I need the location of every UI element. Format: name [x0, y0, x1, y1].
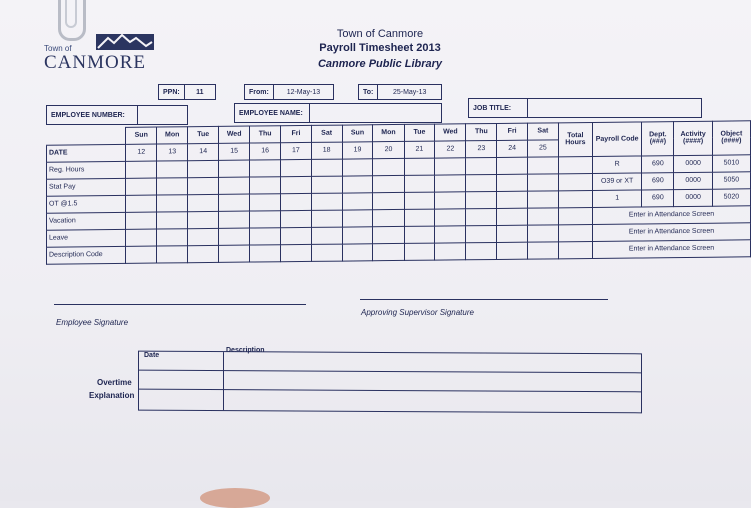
employee-number-field[interactable] [137, 106, 187, 124]
date-cell: 21 [404, 141, 435, 158]
ppn-value[interactable]: 11 [184, 85, 215, 99]
to-box [358, 84, 442, 100]
day-name: Sat [311, 125, 342, 142]
day-name: Sun [126, 127, 157, 144]
hours-cell[interactable] [281, 210, 312, 227]
day-name: Thu [466, 123, 497, 140]
from-label: From: [249, 88, 269, 96]
hours-cell[interactable] [342, 243, 373, 260]
ot-date-label: Date [144, 352, 160, 359]
col-header-code [593, 122, 642, 156]
hours-cell[interactable] [126, 195, 157, 212]
hours-cell[interactable] [311, 227, 342, 244]
employee-name-label: EMPLOYEE NAME: [239, 109, 303, 117]
explanation-label: Explanation [89, 391, 135, 400]
col-header-activity-line2: (####) [683, 138, 704, 146]
hours-cell[interactable] [219, 177, 250, 194]
payroll-code-cell: O39 or XT [593, 172, 642, 190]
hours-cell[interactable] [281, 159, 312, 176]
overtime-label: Overtime [97, 378, 132, 387]
hours-cell[interactable] [157, 245, 188, 262]
date-cell: 12 [126, 144, 157, 161]
hours-cell[interactable] [188, 177, 219, 194]
total-hours-cell[interactable] [558, 173, 592, 190]
employee-name-field[interactable] [309, 104, 441, 122]
ot-row-2[interactable] [139, 389, 641, 393]
dept-cell: 690 [642, 155, 674, 172]
canmore-logo [44, 30, 169, 72]
day-name: Fri [281, 125, 312, 142]
hours-cell[interactable] [435, 191, 466, 208]
employee-name-box [234, 103, 442, 123]
hours-cell[interactable] [126, 161, 157, 178]
logo-town: Town of [44, 44, 72, 53]
thumb [200, 488, 270, 508]
hours-cell[interactable] [435, 242, 466, 259]
col-header-object-line1: Object [720, 130, 743, 138]
ot-row-1[interactable] [139, 370, 641, 374]
hours-cell[interactable] [126, 212, 157, 229]
employee-number-box [46, 105, 188, 125]
date-cell: 24 [497, 140, 528, 157]
hours-cell[interactable] [126, 178, 157, 195]
col-header-total-line2: Hours [565, 139, 586, 147]
attendance-note: Enter in Attendance Screen [593, 239, 751, 258]
ot-column-divider [223, 352, 224, 410]
hours-cell[interactable] [373, 226, 404, 243]
col-header-activity-line1: Activity [680, 131, 706, 139]
hours-cell[interactable] [435, 225, 466, 242]
date-cell: 13 [157, 143, 188, 160]
hours-cell[interactable] [466, 225, 497, 242]
hours-cell[interactable] [250, 159, 281, 176]
col-header-total-line1: Total [567, 132, 584, 140]
col-header-total [558, 122, 592, 156]
hours-cell[interactable] [188, 211, 219, 228]
from-box [244, 84, 334, 100]
hours-cell[interactable] [250, 227, 281, 244]
day-name: Mon [373, 124, 404, 141]
hours-cell[interactable] [527, 224, 558, 241]
date-cell: 15 [219, 143, 250, 160]
row-label: Reg. Hours [47, 161, 126, 179]
date-cell: 17 [281, 142, 312, 159]
row-label: Leave [47, 229, 126, 247]
hours-cell[interactable] [126, 246, 157, 263]
ppn-label: PPN: [163, 88, 180, 96]
total-hours-cell[interactable] [558, 241, 592, 258]
hours-cell[interactable] [435, 157, 466, 174]
hours-cell[interactable] [497, 191, 528, 208]
col-header-object [712, 121, 750, 155]
hours-cell[interactable] [373, 175, 404, 192]
department-name: Canmore Public Library [317, 58, 443, 70]
row-label: OT @1.5 [47, 195, 126, 213]
attendance-note: Enter in Attendance Screen [593, 222, 751, 241]
org-name: Town of Canmore [336, 28, 424, 40]
hours-cell[interactable] [373, 158, 404, 175]
hours-cell[interactable] [404, 226, 435, 243]
employee-signature-line[interactable] [54, 304, 306, 305]
employee-number-label: EMPLOYEE NUMBER: [51, 111, 125, 119]
hours-cell[interactable] [311, 244, 342, 261]
hours-cell[interactable] [527, 190, 558, 207]
hours-cell[interactable] [497, 225, 528, 242]
hours-cell[interactable] [342, 158, 373, 175]
hours-cell[interactable] [497, 208, 528, 225]
total-hours-cell[interactable] [558, 190, 592, 207]
hours-cell[interactable] [466, 191, 497, 208]
to-date[interactable]: 25-May-13 [377, 85, 441, 99]
hours-cell[interactable] [404, 175, 435, 192]
hours-cell[interactable] [157, 194, 188, 211]
col-header-code-line1: Payroll Code [595, 135, 639, 143]
day-name: Fri [497, 123, 528, 140]
day-name: Sat [527, 123, 558, 140]
col-header-dept-line2: (###) [649, 138, 667, 146]
hours-cell[interactable] [250, 210, 281, 227]
date-cell: 20 [373, 141, 404, 158]
hours-cell[interactable] [404, 243, 435, 260]
day-name: Wed [219, 126, 250, 143]
day-name: Tue [188, 126, 219, 143]
hours-cell[interactable] [466, 174, 497, 191]
hours-cell[interactable] [373, 209, 404, 226]
hours-cell[interactable] [188, 194, 219, 211]
hours-cell[interactable] [219, 228, 250, 245]
hours-cell[interactable] [250, 244, 281, 261]
hours-cell[interactable] [404, 192, 435, 209]
date-cell: 22 [435, 140, 466, 157]
hours-cell[interactable] [219, 245, 250, 262]
col-header-dept [642, 122, 674, 156]
job-title-box [468, 98, 702, 118]
hours-cell[interactable] [311, 210, 342, 227]
day-name: Sun [342, 125, 373, 142]
total-hours-cell[interactable] [558, 224, 592, 241]
hours-cell[interactable] [342, 226, 373, 243]
hours-cell[interactable] [126, 229, 157, 246]
hours-cell[interactable] [250, 193, 281, 210]
activity-cell: 0000 [674, 189, 712, 206]
hours-cell[interactable] [466, 242, 497, 259]
hours-cell[interactable] [435, 208, 466, 225]
hours-cell[interactable] [527, 241, 558, 258]
hours-cell[interactable] [281, 244, 312, 261]
object-cell: 5020 [712, 188, 750, 205]
payroll-code-cell: 1 [593, 189, 642, 207]
dept-cell: 690 [642, 189, 674, 206]
date-cell: 23 [466, 140, 497, 157]
hours-cell[interactable] [188, 245, 219, 262]
day-name: Wed [435, 124, 466, 141]
hours-cell[interactable] [342, 192, 373, 209]
hours-cell[interactable] [281, 176, 312, 193]
hours-cell[interactable] [219, 160, 250, 177]
hours-cell[interactable] [342, 175, 373, 192]
hours-cell[interactable] [342, 209, 373, 226]
hours-cell[interactable] [527, 173, 558, 190]
hours-cell[interactable] [404, 158, 435, 175]
date-cell: 25 [527, 139, 558, 156]
date-cell: 19 [342, 141, 373, 158]
activity-cell: 0000 [674, 155, 712, 172]
row-label: Stat Pay [47, 178, 126, 196]
hours-cell[interactable] [404, 209, 435, 226]
from-date[interactable]: 12-May-13 [273, 85, 333, 99]
hours-cell[interactable] [527, 207, 558, 224]
ppn-box [158, 84, 216, 100]
hours-cell[interactable] [219, 211, 250, 228]
hours-cell[interactable] [497, 174, 528, 191]
hours-cell[interactable] [373, 243, 404, 260]
job-title-label: JOB TITLE: [473, 104, 512, 112]
hours-cell[interactable] [281, 227, 312, 244]
grid-corner [47, 127, 126, 144]
job-title-field[interactable] [527, 99, 701, 117]
date-label: DATE [47, 144, 126, 162]
attendance-note: Enter in Attendance Screen [593, 205, 751, 224]
payroll-code-cell: R [593, 155, 642, 173]
form-title: Payroll Timesheet 2013 [319, 42, 441, 54]
day-name: Thu [250, 126, 281, 143]
hours-cell[interactable] [250, 176, 281, 193]
to-label: To: [363, 88, 374, 96]
hours-cell[interactable] [435, 174, 466, 191]
row-label: Description Code [47, 246, 126, 264]
hours-cell[interactable] [311, 193, 342, 210]
hours-cell[interactable] [497, 242, 528, 259]
day-name: Tue [404, 124, 435, 141]
col-header-object-line2: (####) [721, 137, 742, 145]
date-cell: 18 [311, 142, 342, 159]
dept-cell: 690 [642, 172, 674, 189]
row-label: Vacation [47, 212, 126, 230]
hours-cell[interactable] [311, 159, 342, 176]
logo-name: CANMORE [44, 52, 147, 73]
hours-cell[interactable] [157, 211, 188, 228]
hours-cell[interactable] [188, 228, 219, 245]
ot-description-label: Description [226, 347, 265, 354]
hours-grid [46, 120, 751, 264]
mountain-icon [96, 30, 156, 52]
hours-cell[interactable] [466, 157, 497, 174]
hours-cell[interactable] [157, 177, 188, 194]
hours-cell[interactable] [219, 194, 250, 211]
total-hours-cell[interactable] [558, 207, 592, 224]
supervisor-signature-label: Approving Supervisor Signature [361, 308, 474, 317]
overtime-table [138, 351, 642, 414]
hours-cell[interactable] [311, 176, 342, 193]
hours-cell[interactable] [157, 228, 188, 245]
col-header-activity [674, 121, 712, 155]
hours-cell[interactable] [157, 160, 188, 177]
object-cell: 5050 [712, 171, 750, 188]
hours-cell[interactable] [497, 157, 528, 174]
day-name: Mon [157, 127, 188, 144]
hours-cell[interactable] [466, 208, 497, 225]
hours-cell[interactable] [527, 156, 558, 173]
hours-cell[interactable] [281, 193, 312, 210]
supervisor-signature-line[interactable] [360, 299, 608, 300]
date-cell: 14 [188, 143, 219, 160]
total-hours-cell[interactable] [558, 156, 592, 173]
employee-signature-label: Employee Signature [56, 318, 129, 327]
hours-cell[interactable] [188, 160, 219, 177]
object-cell: 5010 [712, 154, 750, 171]
col-header-dept-line1: Dept. [649, 131, 667, 139]
activity-cell: 0000 [674, 172, 712, 189]
date-cell: 16 [250, 142, 281, 159]
hours-cell[interactable] [373, 192, 404, 209]
